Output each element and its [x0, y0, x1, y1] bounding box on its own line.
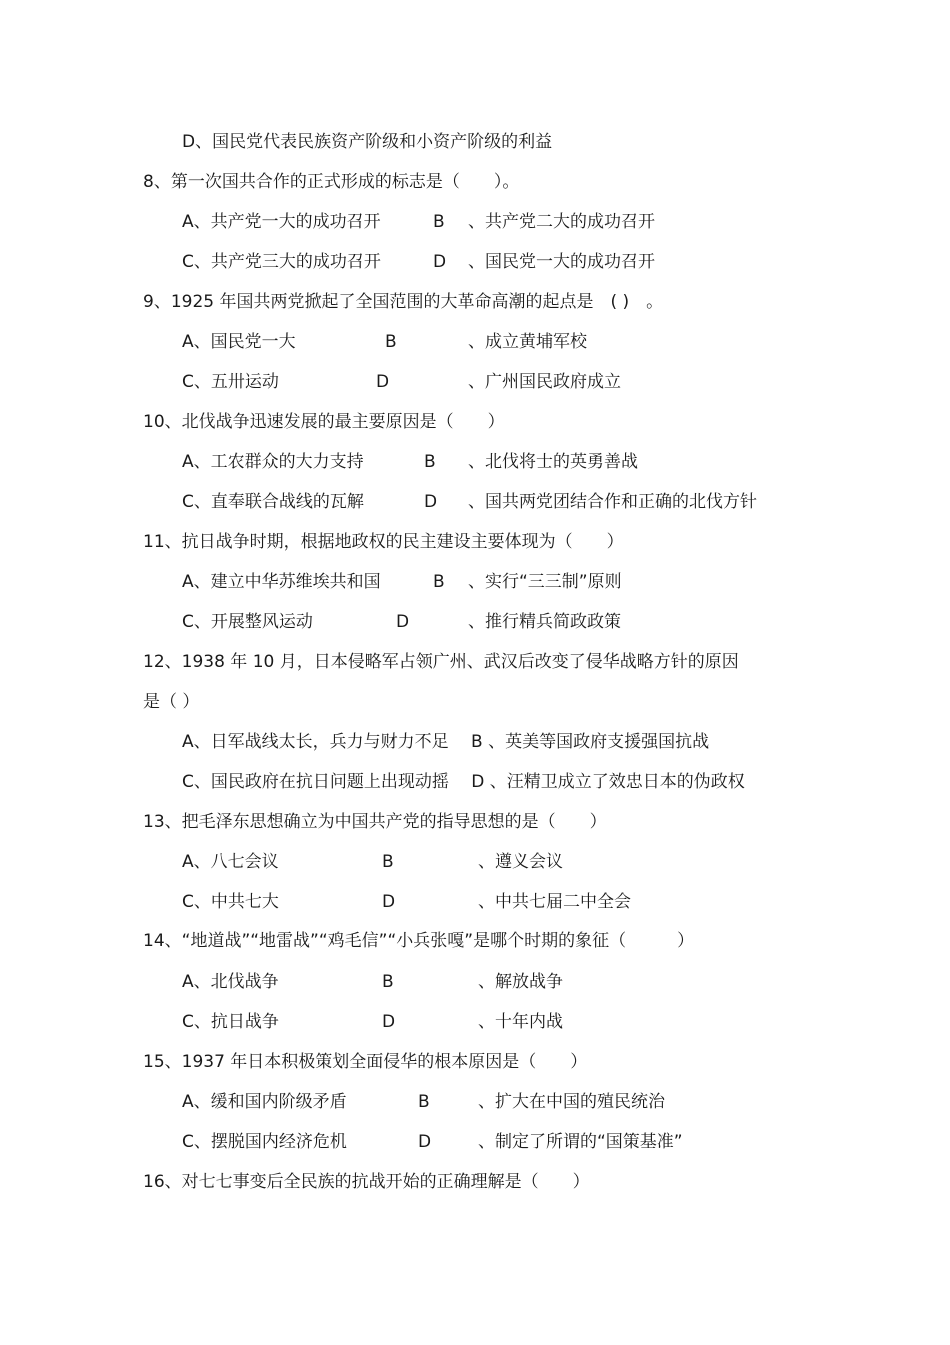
option-right: 、十年内战 — [478, 1012, 563, 1032]
question-text: 12、1938 年 10 月，日本侵略军占领广州、武汉后改变了侵华战略方针的原因 — [143, 652, 739, 672]
option-left: A、工农群众的大力支持 — [182, 452, 364, 472]
question-text: 13、把毛泽东思想确立为中国共产党的指导思想的是（ ） — [143, 812, 607, 832]
option-right: 、国民党一大的成功召开 — [468, 252, 655, 272]
option-left: A、国民党一大 — [182, 332, 296, 352]
option-right: 、中共七届二中全会 — [478, 892, 631, 912]
option-right: 、推行精兵简政政策 — [468, 612, 621, 632]
option-right: 、遵义会议 — [478, 852, 563, 872]
option-letter: B — [385, 332, 397, 352]
option-left: A、北伐战争 — [182, 972, 279, 992]
option-letter: D — [376, 372, 390, 392]
option-left: A、缓和国内阶级矛盾 — [182, 1092, 347, 1112]
option-letter: D — [418, 1132, 432, 1152]
option-left: C、抗日战争 — [182, 1012, 279, 1032]
option-letter: D — [433, 252, 447, 272]
question-text: 15、1937 年日本积极策划全面侵华的根本原因是（ ） — [143, 1052, 588, 1072]
option-right: 、广州国民政府成立 — [468, 372, 621, 392]
option-right: 、成立黄埔军校 — [468, 332, 587, 352]
option-left: A、八七会议 — [182, 852, 279, 872]
option-letter: D — [382, 892, 396, 912]
option-left: A、共产党一大的成功召开 — [182, 212, 381, 232]
option-right: 、制定了所谓的“国策基准” — [478, 1132, 683, 1152]
option-left: C、摆脱国内经济危机 — [182, 1132, 347, 1152]
option-line: C、国民政府在抗日问题上出现动摇 D 、汪精卫成立了效忠日本的伪政权 — [182, 772, 745, 792]
option-left: C、五卅运动 — [182, 372, 279, 392]
option-right: 、解放战争 — [478, 972, 563, 992]
question-text: 8、第一次国共合作的正式形成的标志是（ ）。 — [143, 172, 520, 192]
option-letter: B — [433, 572, 445, 592]
option-letter: D — [424, 492, 438, 512]
option-left: C、开展整风运动 — [182, 612, 313, 632]
option-left: A、建立中华苏维埃共和国 — [182, 572, 381, 592]
option-right: 、国共两党团结合作和正确的北伐方针 — [468, 492, 757, 512]
question-text: 16、对七七事变后全民族的抗战开始的正确理解是（ ） — [143, 1172, 590, 1192]
option-letter: B — [424, 452, 436, 472]
question-text: 14、“地道战”“地雷战”“鸡毛信”“小兵张嘎”是哪个时期的象征（ ） — [143, 931, 695, 951]
option-line: D、国民党代表民族资产阶级和小资产阶级的利益 — [182, 132, 553, 152]
option-letter: B — [433, 212, 445, 232]
question-text: 是（ ） — [143, 692, 200, 712]
option-right: 、扩大在中国的殖民统治 — [478, 1092, 665, 1112]
option-right: 、共产党二大的成功召开 — [468, 212, 655, 232]
question-text: 10、北伐战争迅速发展的最主要原因是（ ） — [143, 412, 505, 432]
option-letter: B — [382, 972, 394, 992]
option-left: C、共产党三大的成功召开 — [182, 252, 381, 272]
question-text: 11、抗日战争时期，根据地政权的民主建设主要体现为（ ） — [143, 532, 624, 552]
option-right: 、北伐将士的英勇善战 — [468, 452, 638, 472]
option-line: A、日军战线太长，兵力与财力不足 B 、英美等国政府支援强国抗战 — [182, 732, 710, 752]
option-letter: D — [382, 1012, 396, 1032]
option-right: 、实行“三三制”原则 — [468, 572, 622, 592]
question-text: 9、1925 年国共两党掀起了全国范围的大革命高潮的起点是 ( ) 。 — [143, 292, 664, 312]
option-letter: B — [418, 1092, 430, 1112]
option-letter: D — [396, 612, 410, 632]
option-letter: B — [382, 852, 394, 872]
option-left: C、直奉联合战线的瓦解 — [182, 492, 364, 512]
option-left: C、中共七大 — [182, 892, 279, 912]
